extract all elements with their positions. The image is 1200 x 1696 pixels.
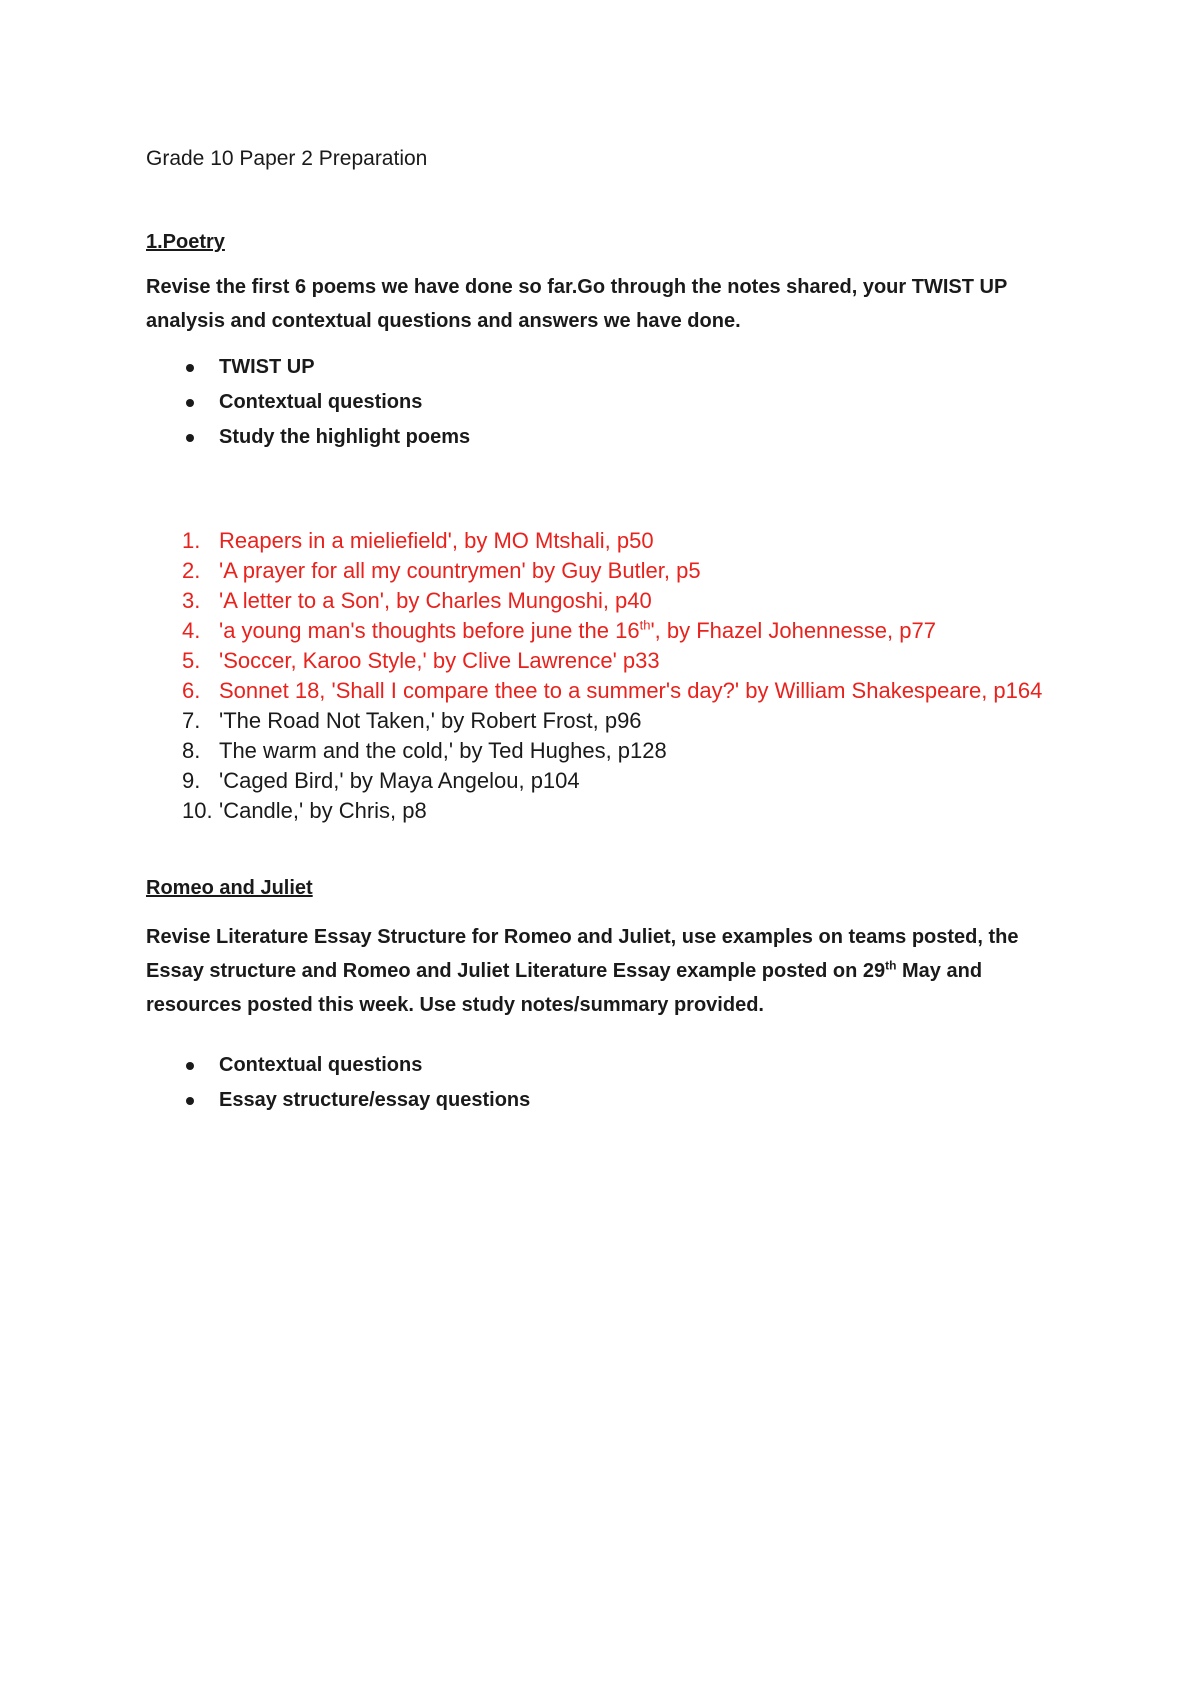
romeo-juliet-heading: Romeo and Juliet [146,877,313,899]
poem-item: 5. 'Soccer, Karoo Style,' by Clive Lawrence' p33 [182,648,660,673]
bullet-icon [186,1062,194,1070]
bullet-icon [186,399,194,407]
poem-item: 7. 'The Road Not Taken,' by Robert Frost, p96 [182,708,642,733]
list-item: Essay structure/essay questions [146,1083,530,1118]
poem-item: 8. The warm and the cold,' by Ted Hughes, p128 [182,738,667,763]
romeo-juliet-bullet-list [146,1048,530,1118]
poem-item: 9. 'Caged Bird,' by Maya Angelou, p104 [182,768,580,793]
list-item: TWIST UP [146,350,470,385]
bullet-icon [186,1097,194,1105]
list-item: Contextual questions [146,1048,530,1083]
poem-item: 6. Sonnet 18, 'Shall I compare thee to a summer's day?' by William Shakespeare, p164 [182,678,1043,703]
poetry-instruction: Revise the first 6 poems we have done so far.Go through the notes shared, your TWIST UP analysis and contextual questions and answers we have done. [146,276,1007,332]
poetry-bullet-list [146,350,470,455]
bullet-icon [186,434,194,442]
poem-list [146,526,1096,826]
document-title: Grade 10 Paper 2 Preparation [146,147,428,170]
bullet-icon [186,364,194,372]
romeo-juliet-instruction: Revise Literature Essay Structure for Romeo and Juliet, use examples on teams posted, the Essay structure and Romeo and Juliet Literature Essay example posted on 29th May and resources posted this week. Use study notes/summary provided. [146,926,1019,1016]
poem-item: 3. 'A letter to a Son', by Charles Mungoshi, p40 [182,588,652,613]
poem-item: 4. 'a young man's thoughts before june the 16th', by Fhazel Johennesse, p77 [182,617,936,643]
poem-item: 10. 'Candle,' by Chris, p8 [182,798,427,823]
poem-item: 2. 'A prayer for all my countrymen' by Guy Butler, p5 [182,558,701,583]
poetry-heading: 1.Poetry [146,231,225,253]
poem-item: 1. Reapers in a mieliefield', by MO Mtshali, p50 [182,528,654,553]
list-item: Contextual questions [146,385,470,420]
list-item: Study the highlight poems [146,420,470,455]
